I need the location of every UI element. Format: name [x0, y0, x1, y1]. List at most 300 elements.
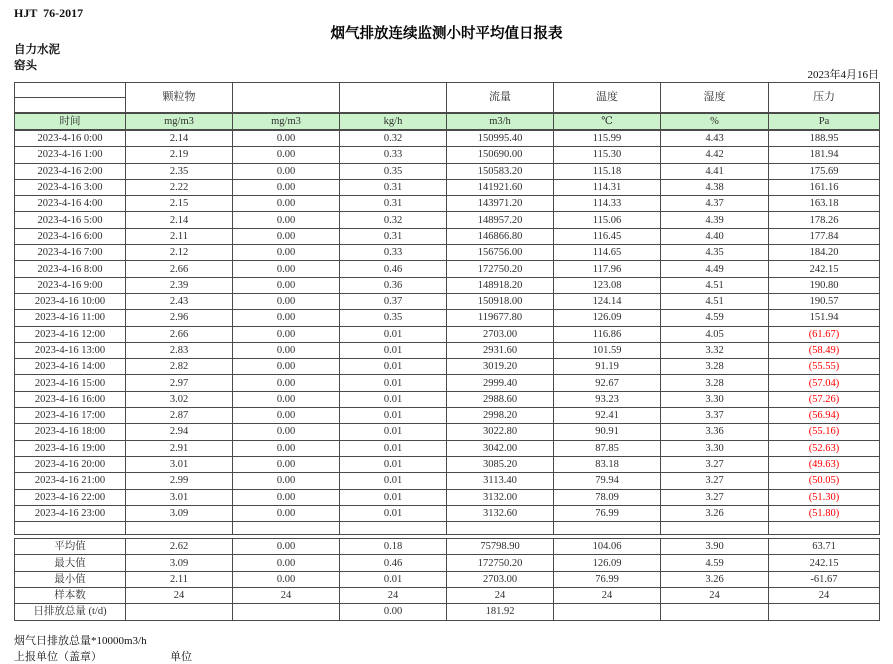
cell-value: 114.33: [554, 196, 661, 212]
cell-value: (57.04): [769, 375, 880, 391]
summary-value: 3.26: [661, 571, 769, 587]
table-row: [15, 261, 880, 277]
cell-value: 0.00: [233, 277, 340, 293]
cell-time: 2023-4-16 5:00: [15, 212, 126, 228]
cell-value: 0.01: [340, 326, 447, 342]
cell-value: 0.33: [340, 245, 447, 261]
blank-cell: [340, 522, 447, 535]
cell-value: 0.00: [233, 359, 340, 375]
cell-value: 2.66: [126, 326, 233, 342]
cell-value: 175.69: [769, 163, 880, 179]
summary-label: 最小值: [15, 571, 126, 587]
cell-value: 3.28: [661, 359, 769, 375]
table-row: [15, 310, 880, 326]
table-row: [15, 359, 880, 375]
summary-label: 日排放总量 (t/d): [15, 604, 126, 620]
summary-value: 0.00: [340, 604, 447, 620]
cell-value: 93.23: [554, 391, 661, 407]
cell-value: 3.27: [661, 456, 769, 472]
cell-value: 143971.20: [447, 196, 554, 212]
header-cell-pollutant: 湿度: [661, 83, 769, 114]
cell-value: 0.01: [340, 489, 447, 505]
blank-cell: [661, 522, 769, 535]
cell-time: 2023-4-16 10:00: [15, 293, 126, 309]
summary-value: 0.46: [340, 555, 447, 571]
header-cell-pollutant: 温度: [554, 83, 661, 114]
cell-time: 2023-4-16 3:00: [15, 179, 126, 195]
summary-value: 76.99: [554, 571, 661, 587]
cell-time: 2023-4-16 14:00: [15, 359, 126, 375]
cell-value: 0.31: [340, 196, 447, 212]
cell-time: 2023-4-16 0:00: [15, 130, 126, 147]
cell-value: 2988.60: [447, 391, 554, 407]
cell-value: 0.00: [233, 293, 340, 309]
unit-cell-time: 时间: [15, 113, 126, 130]
cell-value: 0.36: [340, 277, 447, 293]
blank-cell: [447, 522, 554, 535]
blank-cell: [769, 522, 880, 535]
summary-value: 2.62: [126, 539, 233, 555]
cell-value: 115.06: [554, 212, 661, 228]
table-row: [15, 473, 880, 489]
cell-value: 3.37: [661, 408, 769, 424]
cell-value: 116.86: [554, 326, 661, 342]
cell-value: 0.00: [233, 326, 340, 342]
cell-value: 161.16: [769, 179, 880, 195]
summary-value: [769, 604, 880, 620]
cell-value: 101.59: [554, 342, 661, 358]
summary-row: [15, 555, 880, 571]
header-cell-time-bottom: [15, 98, 126, 114]
summary-value: 4.59: [661, 555, 769, 571]
cell-value: 3.30: [661, 391, 769, 407]
summary-value: 24: [769, 588, 880, 604]
cell-value: 3.01: [126, 456, 233, 472]
group-header-row: [15, 83, 880, 98]
cell-value: 0.00: [233, 375, 340, 391]
cell-value: 148918.20: [447, 277, 554, 293]
cell-value: 83.18: [554, 456, 661, 472]
cell-value: 4.40: [661, 228, 769, 244]
unit-label: 单位: [170, 651, 192, 663]
report-date: 2023年4月16日: [807, 69, 879, 81]
cell-value: 117.96: [554, 261, 661, 277]
cell-value: 114.65: [554, 245, 661, 261]
cell-time: 2023-4-16 1:00: [15, 147, 126, 163]
cell-value: 115.30: [554, 147, 661, 163]
cell-value: 79.94: [554, 473, 661, 489]
header-cell-pollutant: 颗粒物: [126, 83, 233, 114]
table-row: [15, 179, 880, 195]
cell-value: 76.99: [554, 505, 661, 521]
cell-value: 4.05: [661, 326, 769, 342]
cell-value: 2931.60: [447, 342, 554, 358]
cell-value: 0.00: [233, 342, 340, 358]
cell-value: 150583.20: [447, 163, 554, 179]
unit-cell: m3/h: [447, 113, 554, 130]
summary-value: 2703.00: [447, 571, 554, 587]
header-cell-pollutant: [340, 83, 447, 114]
cell-time: 2023-4-16 21:00: [15, 473, 126, 489]
cell-value: 0.00: [233, 147, 340, 163]
cell-value: 0.00: [233, 505, 340, 521]
cell-value: 0.01: [340, 359, 447, 375]
summary-value: [554, 604, 661, 620]
cell-value: 4.39: [661, 212, 769, 228]
cell-value: 0.37: [340, 293, 447, 309]
blank-row: [15, 522, 880, 535]
cell-time: 2023-4-16 13:00: [15, 342, 126, 358]
summary-value: [661, 604, 769, 620]
cell-value: 4.35: [661, 245, 769, 261]
hourly-data-table: [14, 82, 880, 535]
blank-cell: [15, 522, 126, 535]
cell-value: 0.31: [340, 228, 447, 244]
summary-value: 104.06: [554, 539, 661, 555]
cell-value: 0.33: [340, 147, 447, 163]
cell-value: (61.67): [769, 326, 880, 342]
company-name: 自力水泥: [14, 44, 60, 56]
cell-value: 4.59: [661, 310, 769, 326]
summary-value: 24: [340, 588, 447, 604]
cell-value: 0.01: [340, 342, 447, 358]
cell-value: 148957.20: [447, 212, 554, 228]
table-row: [15, 163, 880, 179]
cell-value: 0.01: [340, 408, 447, 424]
summary-value: [233, 604, 340, 620]
summary-value: 181.92: [447, 604, 554, 620]
cell-value: 92.67: [554, 375, 661, 391]
cell-value: 3.09: [126, 505, 233, 521]
cell-value: 3.32: [661, 342, 769, 358]
cell-value: (57.26): [769, 391, 880, 407]
cell-value: (49.63): [769, 456, 880, 472]
cell-value: 0.46: [340, 261, 447, 277]
summary-value: -61.67: [769, 571, 880, 587]
cell-value: 3.27: [661, 473, 769, 489]
table-row: [15, 228, 880, 244]
cell-value: 3.30: [661, 440, 769, 456]
summary-value: 24: [554, 588, 661, 604]
cell-value: 2.14: [126, 130, 233, 147]
cell-value: 126.09: [554, 310, 661, 326]
table-row: [15, 147, 880, 163]
table-row: [15, 342, 880, 358]
cell-value: 150690.00: [447, 147, 554, 163]
page-title: 烟气排放连续监测小时平均值日报表: [330, 26, 563, 42]
cell-value: 151.94: [769, 310, 880, 326]
cell-value: 115.18: [554, 163, 661, 179]
table-row: [15, 326, 880, 342]
cell-value: 0.00: [233, 130, 340, 147]
cell-value: 2703.00: [447, 326, 554, 342]
cell-value: 90.91: [554, 424, 661, 440]
cell-value: 0.00: [233, 408, 340, 424]
cell-value: 3042.00: [447, 440, 554, 456]
cell-value: 2.19: [126, 147, 233, 163]
cell-time: 2023-4-16 20:00: [15, 456, 126, 472]
summary-value: 2.11: [126, 571, 233, 587]
cell-value: 0.00: [233, 424, 340, 440]
flow-total-footnote: 烟气日排放总量*10000m3/h: [14, 635, 147, 647]
table-row: [15, 375, 880, 391]
summary-row: [15, 571, 880, 587]
cell-value: 0.01: [340, 440, 447, 456]
summary-value: 126.09: [554, 555, 661, 571]
unit-cell: kg/h: [340, 113, 447, 130]
cell-value: 4.42: [661, 147, 769, 163]
table-row: [15, 424, 880, 440]
cell-time: 2023-4-16 23:00: [15, 505, 126, 521]
table-row: [15, 505, 880, 521]
cell-value: 2.11: [126, 228, 233, 244]
table-row: [15, 277, 880, 293]
summary-label: 样本数: [15, 588, 126, 604]
blank-cell: [554, 522, 661, 535]
cell-value: 4.38: [661, 179, 769, 195]
cell-value: 172750.20: [447, 261, 554, 277]
summary-row: [15, 604, 880, 620]
cell-value: 2.12: [126, 245, 233, 261]
summary-value: 0.00: [233, 555, 340, 571]
cell-time: 2023-4-16 12:00: [15, 326, 126, 342]
cell-value: 91.19: [554, 359, 661, 375]
cell-time: 2023-4-16 11:00: [15, 310, 126, 326]
table-row: [15, 196, 880, 212]
table-row: [15, 212, 880, 228]
cell-value: 3113.40: [447, 473, 554, 489]
cell-value: 4.41: [661, 163, 769, 179]
table-row: [15, 391, 880, 407]
cell-value: 0.32: [340, 212, 447, 228]
cell-value: 3019.20: [447, 359, 554, 375]
cell-time: 2023-4-16 17:00: [15, 408, 126, 424]
cell-value: 0.00: [233, 212, 340, 228]
cell-value: 2999.40: [447, 375, 554, 391]
cell-value: 190.80: [769, 277, 880, 293]
cell-value: 0.00: [233, 196, 340, 212]
summary-value: 0.00: [233, 571, 340, 587]
cell-value: 2.43: [126, 293, 233, 309]
summary-value: 172750.20: [447, 555, 554, 571]
cell-value: 115.99: [554, 130, 661, 147]
cell-time: 2023-4-16 22:00: [15, 489, 126, 505]
table-row: [15, 489, 880, 505]
summary-value: 0.18: [340, 539, 447, 555]
table-row: [15, 456, 880, 472]
cell-value: 150918.00: [447, 293, 554, 309]
cell-value: 3.01: [126, 489, 233, 505]
header-cell-time-top: [15, 83, 126, 98]
cell-value: 4.51: [661, 277, 769, 293]
summary-value: 24: [447, 588, 554, 604]
cell-value: 2.96: [126, 310, 233, 326]
report-unit-label: 上报单位（盖章）: [14, 651, 102, 663]
cell-value: 2.83: [126, 342, 233, 358]
cell-time: 2023-4-16 4:00: [15, 196, 126, 212]
cell-time: 2023-4-16 7:00: [15, 245, 126, 261]
cell-value: 3.26: [661, 505, 769, 521]
cell-value: 0.00: [233, 456, 340, 472]
cell-value: (51.30): [769, 489, 880, 505]
cell-time: 2023-4-16 8:00: [15, 261, 126, 277]
cell-value: 119677.80: [447, 310, 554, 326]
cell-value: 3022.80: [447, 424, 554, 440]
cell-value: 184.20: [769, 245, 880, 261]
cell-value: 141921.60: [447, 179, 554, 195]
cell-value: 188.95: [769, 130, 880, 147]
cell-value: 0.32: [340, 130, 447, 147]
cell-value: 0.01: [340, 391, 447, 407]
unit-cell: Pa: [769, 113, 880, 130]
cell-value: 3.28: [661, 375, 769, 391]
cell-value: 163.18: [769, 196, 880, 212]
cell-value: 0.00: [233, 489, 340, 505]
header-cell-pollutant: [233, 83, 340, 114]
table-row: [15, 130, 880, 147]
cell-value: 3132.60: [447, 505, 554, 521]
cell-value: 0.00: [233, 310, 340, 326]
cell-value: 2.14: [126, 212, 233, 228]
unit-cell: mg/m3: [126, 113, 233, 130]
cell-value: 0.00: [233, 473, 340, 489]
cell-value: (50.05): [769, 473, 880, 489]
summary-value: 24: [233, 588, 340, 604]
cell-value: 3085.20: [447, 456, 554, 472]
summary-value: 242.15: [769, 555, 880, 571]
cell-value: (55.16): [769, 424, 880, 440]
cell-value: 0.00: [233, 245, 340, 261]
cell-time: 2023-4-16 6:00: [15, 228, 126, 244]
cell-value: 0.00: [233, 228, 340, 244]
cell-value: 0.00: [233, 261, 340, 277]
table-row: [15, 293, 880, 309]
cell-value: 78.09: [554, 489, 661, 505]
cell-time: 2023-4-16 19:00: [15, 440, 126, 456]
cell-value: 3.02: [126, 391, 233, 407]
cell-value: 0.00: [233, 179, 340, 195]
blank-cell: [126, 522, 233, 535]
cell-value: 87.85: [554, 440, 661, 456]
cell-value: 0.00: [233, 391, 340, 407]
cell-value: 0.01: [340, 424, 447, 440]
cell-value: 242.15: [769, 261, 880, 277]
cell-value: 2.97: [126, 375, 233, 391]
cell-value: 2.91: [126, 440, 233, 456]
cell-time: 2023-4-16 2:00: [15, 163, 126, 179]
header-cell-pollutant: 流量: [447, 83, 554, 114]
cell-value: 150995.40: [447, 130, 554, 147]
cell-value: 2.99: [126, 473, 233, 489]
cell-value: 0.31: [340, 179, 447, 195]
cell-value: 2.66: [126, 261, 233, 277]
cell-value: (58.49): [769, 342, 880, 358]
cell-value: 2.22: [126, 179, 233, 195]
unit-cell: %: [661, 113, 769, 130]
cell-value: 114.31: [554, 179, 661, 195]
summary-value: 3.90: [661, 539, 769, 555]
cell-value: (51.80): [769, 505, 880, 521]
doc-code: HJT 76-2017: [14, 6, 84, 20]
cell-value: 92.41: [554, 408, 661, 424]
summary-value: 75798.90: [447, 539, 554, 555]
station-name: 窑头: [14, 60, 37, 72]
cell-value: 0.35: [340, 163, 447, 179]
unit-cell: mg/m3: [233, 113, 340, 130]
unit-row: [15, 113, 880, 130]
cell-value: 3.27: [661, 489, 769, 505]
cell-time: 2023-4-16 15:00: [15, 375, 126, 391]
cell-value: 3132.00: [447, 489, 554, 505]
cell-value: 4.51: [661, 293, 769, 309]
cell-value: 0.01: [340, 505, 447, 521]
header-cell-pollutant: 压力: [769, 83, 880, 114]
table-row: [15, 440, 880, 456]
cell-value: 0.01: [340, 375, 447, 391]
cell-time: 2023-4-16 16:00: [15, 391, 126, 407]
cell-value: 4.37: [661, 196, 769, 212]
cell-value: (52.63): [769, 440, 880, 456]
report-tables: [14, 82, 879, 621]
summary-value: 0.01: [340, 571, 447, 587]
cell-value: (56.94): [769, 408, 880, 424]
cell-time: 2023-4-16 9:00: [15, 277, 126, 293]
summary-label: 平均值: [15, 539, 126, 555]
cell-value: 3.36: [661, 424, 769, 440]
cell-value: 116.45: [554, 228, 661, 244]
summary-table: [14, 538, 880, 620]
cell-value: 0.00: [233, 163, 340, 179]
cell-value: 190.57: [769, 293, 880, 309]
blank-cell: [233, 522, 340, 535]
cell-value: 181.94: [769, 147, 880, 163]
cell-value: 2.15: [126, 196, 233, 212]
summary-row: [15, 588, 880, 604]
summary-value: 24: [661, 588, 769, 604]
cell-value: 156756.00: [447, 245, 554, 261]
cell-value: 178.26: [769, 212, 880, 228]
summary-value: 3.09: [126, 555, 233, 571]
cell-value: 2.39: [126, 277, 233, 293]
summary-value: 0.00: [233, 539, 340, 555]
table-row: [15, 408, 880, 424]
table-row: [15, 245, 880, 261]
cell-value: 2.82: [126, 359, 233, 375]
unit-cell: ℃: [554, 113, 661, 130]
summary-label: 最大值: [15, 555, 126, 571]
cell-value: 0.01: [340, 456, 447, 472]
summary-value: 24: [126, 588, 233, 604]
cell-value: 4.49: [661, 261, 769, 277]
cell-value: 2.35: [126, 163, 233, 179]
summary-value: 63.71: [769, 539, 880, 555]
cell-value: 2998.20: [447, 408, 554, 424]
summary-row: [15, 539, 880, 555]
cell-value: 123.08: [554, 277, 661, 293]
cell-time: 2023-4-16 18:00: [15, 424, 126, 440]
cell-value: 0.35: [340, 310, 447, 326]
cell-value: 4.43: [661, 130, 769, 147]
cell-value: 2.87: [126, 408, 233, 424]
cell-value: 2.94: [126, 424, 233, 440]
cell-value: (55.55): [769, 359, 880, 375]
cell-value: 177.84: [769, 228, 880, 244]
cell-value: 146866.80: [447, 228, 554, 244]
cell-value: 0.01: [340, 473, 447, 489]
cell-value: 124.14: [554, 293, 661, 309]
summary-value: [126, 604, 233, 620]
cell-value: 0.00: [233, 440, 340, 456]
